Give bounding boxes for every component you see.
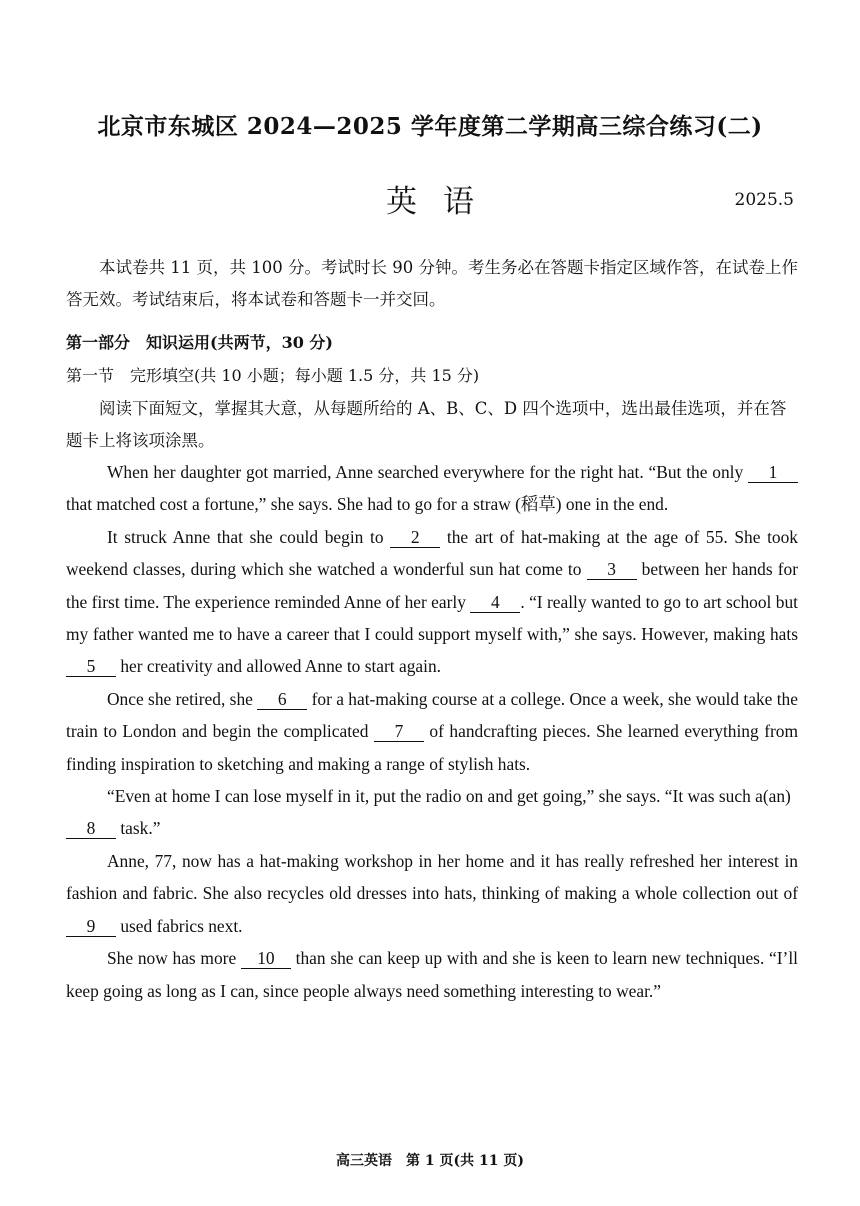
- passage-paragraph: “Even at home I can lose myself in it, put the radio on and get going,” she says. “It was such a(an)8 task.”: [66, 780, 798, 845]
- section-title: 第一节 完形填空(共 10 小题；每小题 1.5 分，共 15 分): [66, 366, 480, 385]
- cloze-blank-3: 3: [587, 559, 637, 580]
- cloze-blank-8: 8: [66, 818, 116, 839]
- cloze-blank-9: 9: [66, 916, 116, 937]
- cloze-blank-10: 10: [241, 948, 291, 969]
- subject-heading: 英语: [386, 184, 500, 220]
- cloze-passage: [66, 456, 798, 1007]
- passage-paragraph: Once she retired, she 6 for a hat-making course at a college. Once a week, she would take the train to London and begin the complicated 7 of handcrafting pieces. She learned everything from finding inspiration to sketching and making a range of stylish hats.: [66, 688, 798, 774]
- exam-instructions: 本试卷共 11 页，共 100 分。考试时长 90 分钟。考生务必在答题卡指定区域作答，在试卷上作答无效。考试结束后，将本试卷和答题卡一并交回。: [66, 258, 798, 309]
- section-instruction: 阅读下面短文，掌握其大意，从每题所给的 A、B、C、D 四个选项中，选出最佳选项，并在答题卡上将该项涂黑。: [66, 399, 787, 450]
- cloze-blank-1: 1: [748, 462, 798, 483]
- cloze-blank-7: 7: [374, 721, 424, 742]
- page-footer: 高三英语 第 1 页(共 11 页): [336, 1153, 524, 1169]
- passage-paragraph: Anne, 77, now has a hat-making workshop in her home and it has really refreshed her interest in fashion and fabric. She also recycles old dresses into hats, thinking of making a whole collection out of 9 used fabrics next.: [66, 850, 798, 936]
- exam-title: 北京市东城区 2024—2025 学年度第二学期高三综合练习(二): [97, 113, 763, 140]
- cloze-blank-4: 4: [470, 592, 520, 613]
- cloze-blank-2: 2: [390, 527, 440, 548]
- part-title: 第一部分 知识运用(共两节，30 分): [66, 333, 333, 352]
- cloze-blank-5: 5: [66, 656, 116, 677]
- passage-paragraph: It struck Anne that she could begin to 2 the art of hat-making at the age of 55. She took weekend classes, during which she watched a wonderful sun hat come to 3 between her hands for the first time. The experience reminded Anne of her early 4 . “I really wanted to go to art school but my father wanted me to have a career that I could support myself with,” she says. However, making hats 5 her creativity and allowed Anne to start again.: [66, 526, 799, 677]
- passage-paragraph: She now has more 10 than she can keep up with and she is keen to learn new techniques. “I’ll keep going as long as I can, since people always need something interesting to wear.”: [66, 948, 799, 1001]
- exam-date: 2025.5: [734, 190, 794, 210]
- cloze-blank-6: 6: [257, 689, 307, 710]
- passage-paragraph: When her daughter got married, Anne searched everywhere for the right hat. “But the only 1 that matched cost a fortune,” she says. She had to go for a straw (稻草) one in the end.: [66, 456, 798, 521]
